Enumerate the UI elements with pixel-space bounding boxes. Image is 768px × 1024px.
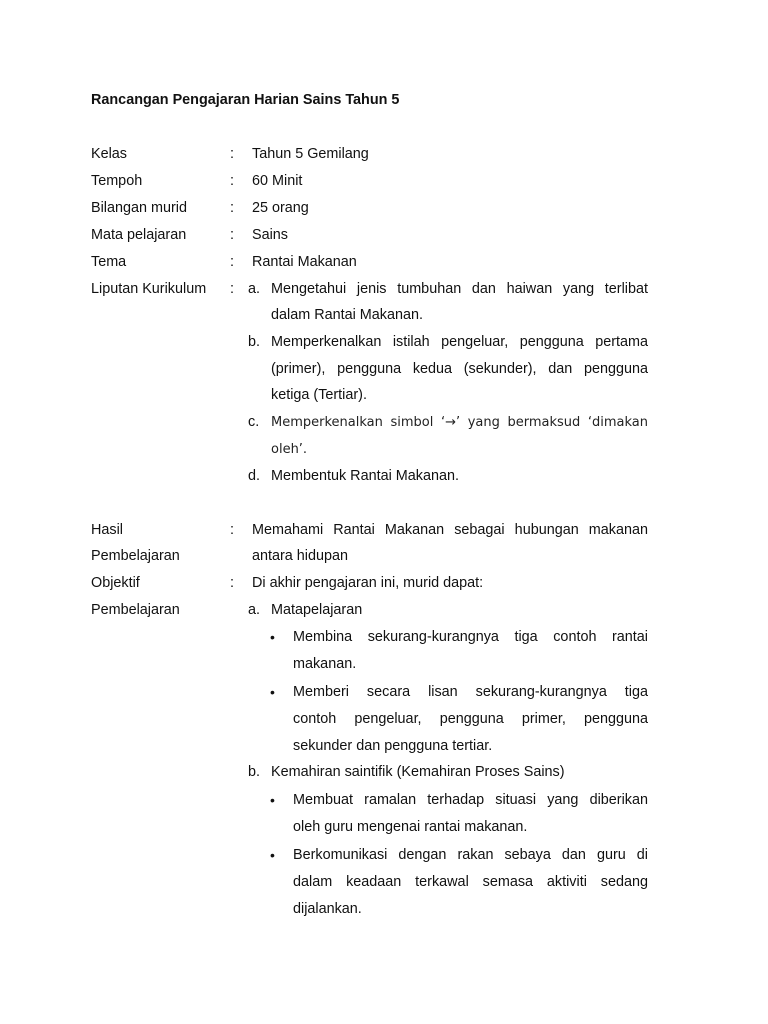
hasil-text: Memahami Rantai Makanan sebagai hubungan makanan: [252, 522, 648, 538]
liputan-item-text: Memperkenalkan istilah pengeluar, pengguna pertama: [271, 334, 648, 350]
bullet-icon: •: [270, 792, 275, 808]
bilangan-murid-value: 25 orang: [252, 200, 309, 216]
tempoh-value: 60 Minit: [252, 173, 303, 189]
bilangan-murid-colon: :: [230, 200, 234, 216]
hasil-text: antara hidupan: [252, 548, 349, 564]
objektif-label: Pembelajaran: [91, 602, 180, 618]
hasil-colon: :: [230, 522, 234, 538]
objektif-colon: :: [230, 575, 234, 591]
mata-pelajaran-label: Mata pelajaran: [91, 227, 187, 243]
bullet-text: contoh pengeluar, pengguna primer, pengguna: [293, 711, 648, 727]
objektif-section-marker: a.: [248, 602, 261, 618]
liputan-item-text: ketiga (Tertiar).: [271, 387, 367, 403]
bullet-text: oleh guru mengenai rantai makanan.: [293, 819, 528, 835]
objektif-section-heading: Matapelajaran: [271, 602, 363, 618]
tema-value: Rantai Makanan: [252, 254, 357, 270]
liputan-item-marker: a.: [248, 281, 261, 297]
liputan-item-text: dalam Rantai Makanan.: [271, 307, 423, 323]
hasil-label: Hasil: [91, 522, 123, 538]
bullet-text: Membina sekurang-kurangnya tiga contoh rantai: [293, 629, 648, 645]
liputan-kurikulum-label: Liputan Kurikulum: [91, 281, 207, 297]
liputan-item-text: oleh’.: [271, 442, 308, 457]
bilangan-murid-label: Bilangan murid: [91, 200, 187, 216]
kelas-label: Kelas: [91, 146, 127, 162]
tema-label: Tema: [91, 254, 127, 270]
bullet-text: Memberi secara lisan sekurang-kurangnya tiga: [293, 684, 648, 700]
liputan-item-marker: b.: [248, 334, 261, 350]
mata-pelajaran-value: Sains: [252, 227, 288, 243]
bullet-text: Berkomunikasi dengan rakan sebaya dan guru di: [293, 847, 648, 863]
liputan-item-marker: c.: [248, 414, 260, 430]
liputan-item-text: (primer), pengguna kedua (sekunder), dan pengguna: [271, 361, 648, 377]
bullet-text: dalam keadaan terkawal semasa aktiviti sedang: [293, 874, 648, 890]
objektif-intro: Di akhir pengajaran ini, murid dapat:: [252, 575, 484, 591]
bullet-text: dijalankan.: [293, 901, 362, 917]
liputan-item-text: Memperkenalkan simbol ‘→’ yang bermaksud ‘dimakan: [271, 415, 648, 430]
liputan-kurikulum-colon: :: [230, 281, 234, 297]
mata-pelajaran-colon: :: [230, 227, 234, 243]
tempoh-label: Tempoh: [91, 173, 143, 189]
objektif-label: Objektif: [91, 575, 140, 591]
liputan-item-marker: d.: [248, 468, 261, 484]
bullet-text: makanan.: [293, 656, 357, 672]
bullet-text: Membuat ramalan terhadap situasi yang diberikan: [293, 792, 648, 808]
bullet-icon: •: [270, 847, 275, 863]
hasil-label: Pembelajaran: [91, 548, 180, 564]
bullet-text: sekunder dan pengguna tertiar.: [293, 738, 493, 754]
objektif-section-heading: Kemahiran saintifik (Kemahiran Proses Sains): [271, 764, 565, 780]
tema-colon: :: [230, 254, 234, 270]
document-title: Rancangan Pengajaran Harian Sains Tahun 5: [91, 92, 400, 108]
bullet-icon: •: [270, 629, 275, 645]
liputan-item-text: Membentuk Rantai Makanan.: [271, 468, 459, 484]
objektif-section-marker: b.: [248, 764, 261, 780]
kelas-value: Tahun 5 Gemilang: [252, 146, 369, 162]
liputan-item-text: Mengetahui jenis tumbuhan dan haiwan yang terlibat: [271, 281, 648, 297]
bullet-icon: •: [270, 684, 275, 700]
tempoh-colon: :: [230, 173, 234, 189]
kelas-colon: :: [230, 146, 234, 162]
